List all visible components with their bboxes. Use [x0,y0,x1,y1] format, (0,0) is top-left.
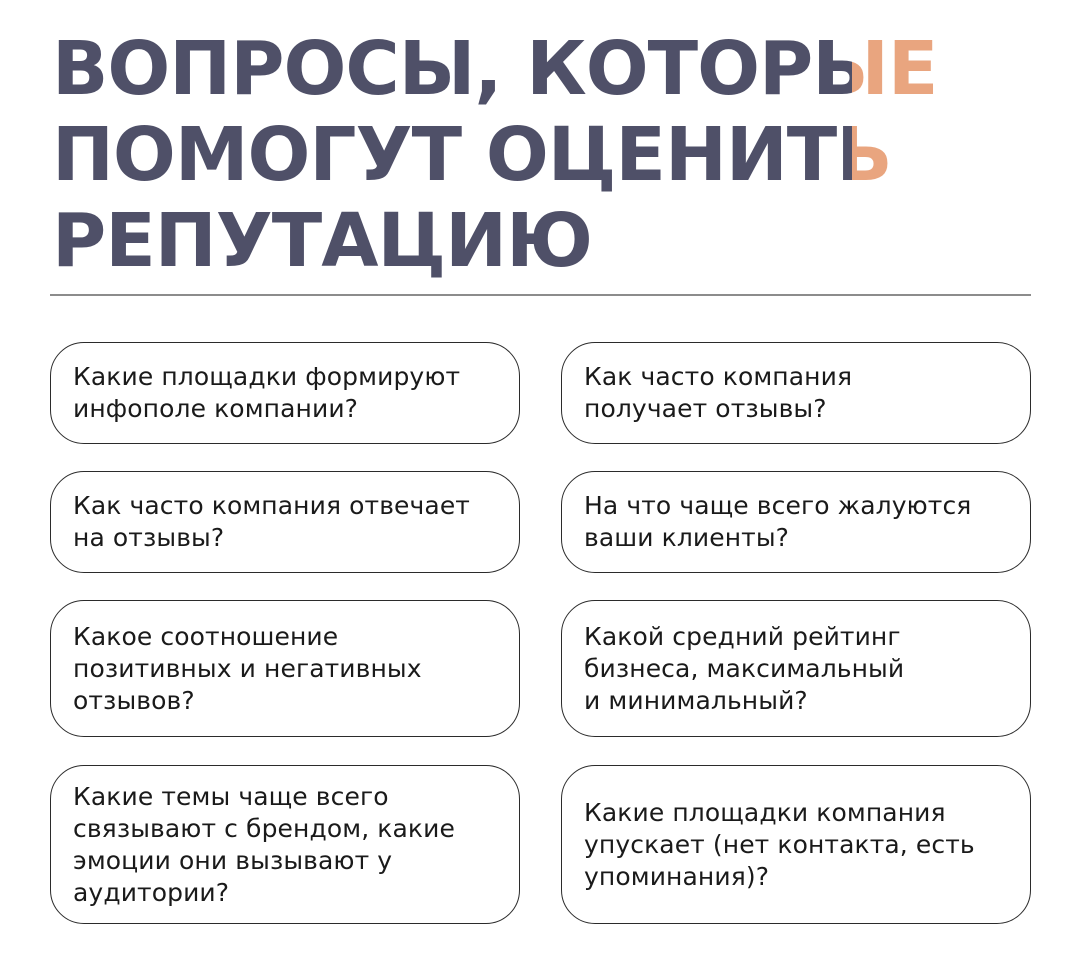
question-card-missed-platforms [561,765,1031,924]
divider [50,294,1031,296]
question-card-platforms-info [50,342,520,444]
question-card-brand-topics [50,765,520,924]
question-text: Какое соотношение позитивных и негативных отзывов? [73,621,422,715]
question-card-review-ratio [50,600,520,737]
title-line-3: РЕПУТАЦИЮ [52,198,1032,284]
question-text: Как часто компания получает отзывы? [584,362,853,423]
question-text: Как часто компания отвечает на отзывы? [73,491,470,552]
question-text: На что чаще всего жалуются ваши клиенты? [584,491,972,552]
question-text: Какие площадки компания упускает (нет контакта, есть упоминания)? [584,797,975,891]
title-line-2: ПОМОГУТ ОЦЕНИТЬ [52,112,1032,198]
question-card-rating [561,600,1031,737]
title-line-1: ВОПРОСЫ, КОТОРЫЕ [52,26,1032,112]
question-text: Какие площадки формируют инфополе компании? [73,362,461,423]
question-text: Какой средний рейтинг бизнеса, максимальный и минимальный? [584,621,905,715]
question-card-complaints [561,471,1031,573]
question-text: Какие темы чаще всего связывают с брендом, какие эмоции они вызывают у аудитории? [73,781,455,907]
page-title [52,26,1032,284]
question-card-review-frequency [561,342,1031,444]
question-card-response-frequency [50,471,520,573]
